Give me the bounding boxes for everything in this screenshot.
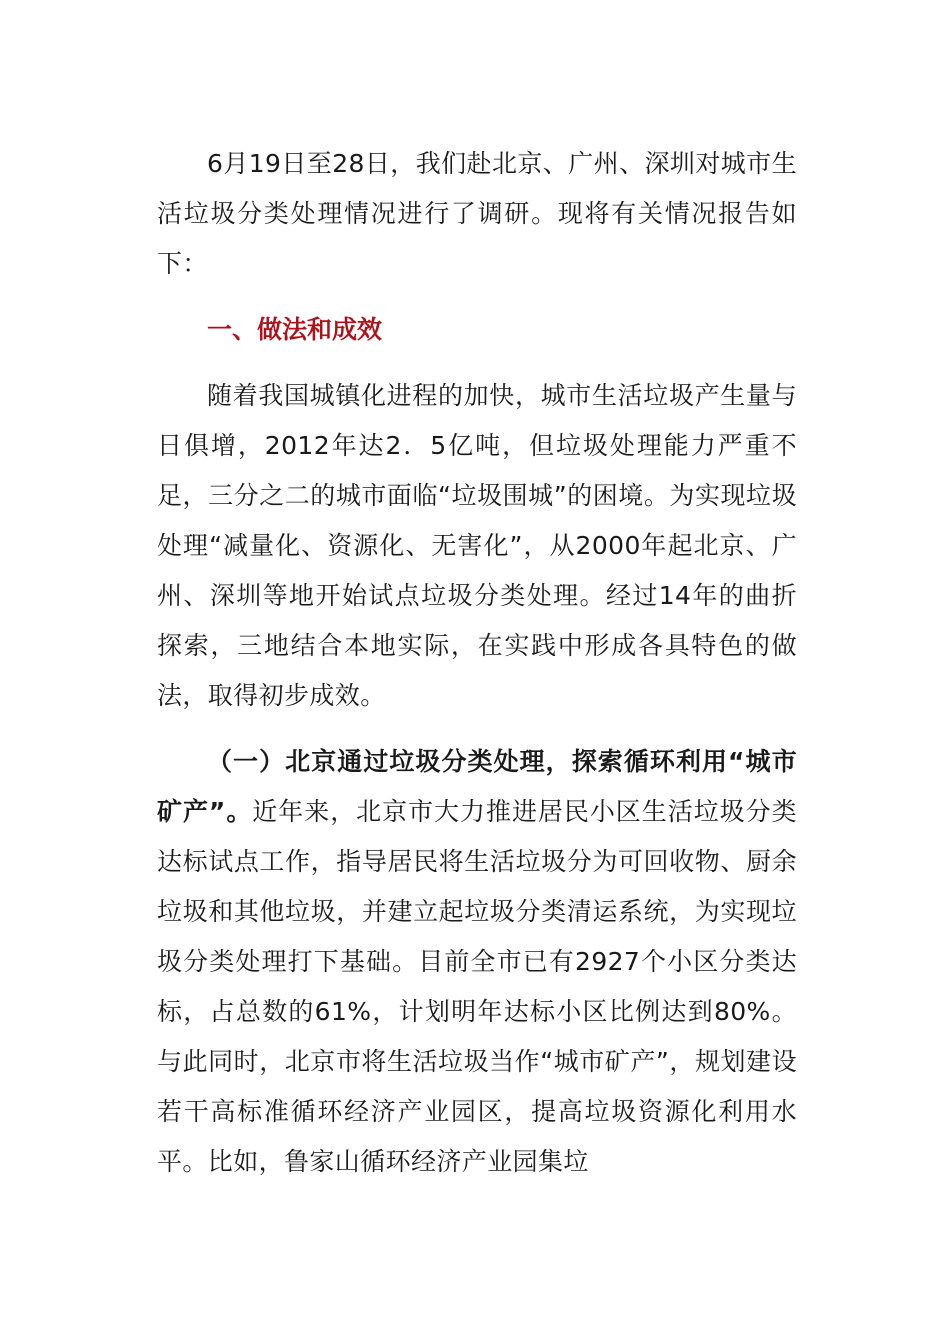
intro-paragraph: 6月19日至28日，我们赴北京、广州、深圳对城市生活垃圾分类处理情况进行了调研。现将有关情况报告如下： [157, 149, 797, 278]
body-paragraph-urbanization: 随着我国城镇化进程的加快，城市生活垃圾产生量与日俱增，2012年达2．5亿吨，但垃圾处理能力严重不足，三分之二的城市面临“垃圾围城”的困境。为实现垃圾处理“减量化、资源化、无害化”，从2000年起北京、广州、深圳等地开始试点垃圾分类处理。经过14年的曲折探索，三地结合本地实际，在实践中形成各具特色的做法，取得初步成效。 [157, 381, 797, 710]
subsection-lead: （一）北京通过垃圾分类处理，探索循环利用“城市矿产”。 [157, 747, 797, 826]
section-heading: 一、做法和成效 [207, 315, 383, 344]
body-paragraph-beijing [157, 737, 797, 1187]
subsection-body: 近年来，北京市大力推进居民小区生活垃圾分类达标试点工作，指导居民将生活垃圾分为可回收物、厨余垃圾和其他垃圾，并建立起垃圾分类清运系统，为实现垃圾分类处理打下基础。目前全市已有2927个小区分类达标，占总数的61%，计划明年达标小区比例达到80%。与此同时，北京市将生活垃圾当作“城市矿产”，规划建设若干高标准循环经济产业园区，提高垃圾资源化利用水平。比如，鲁家山循环经济产业园集垃 [157, 797, 798, 1176]
document-page [157, 139, 797, 1187]
